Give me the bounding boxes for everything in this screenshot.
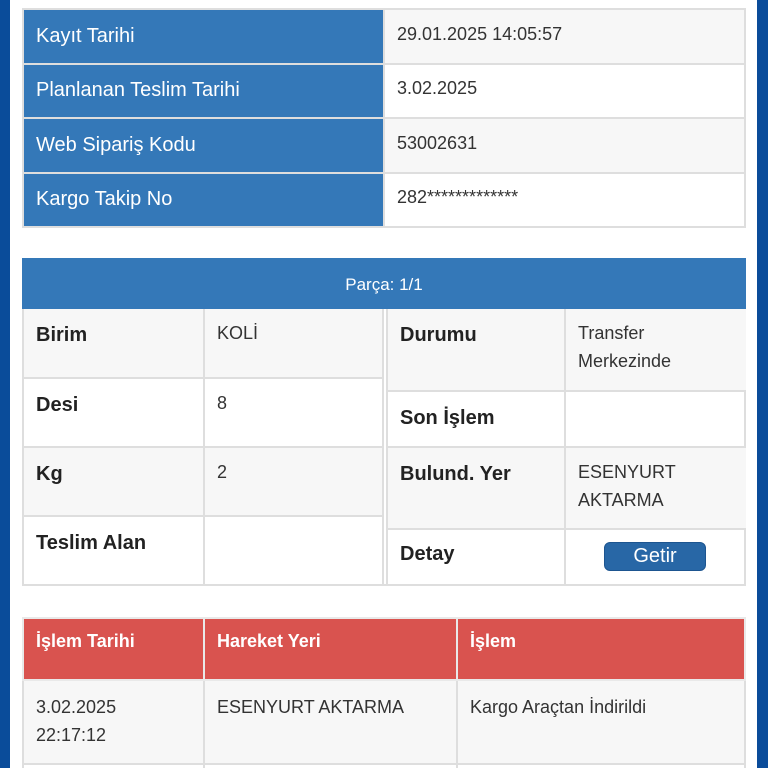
- col-hareket-yeri: Hareket Yeri: [204, 618, 457, 680]
- durumu-label: Durumu: [386, 309, 566, 392]
- history-date-cell: [23, 680, 204, 764]
- info-label: Kargo Takip No: [23, 173, 384, 228]
- col-islem-tarihi: İşlem Tarihi: [23, 618, 204, 680]
- history-header-row: [23, 618, 745, 680]
- info-row-kargo-takip-no: [23, 173, 745, 228]
- info-row-planlanan-teslim: [23, 64, 745, 119]
- parca-header: Parça: 1/1: [23, 259, 745, 310]
- col-islem: İşlem: [457, 618, 745, 680]
- kargo-takip-no-value: 282*************: [397, 187, 519, 208]
- web-siparis-kodu-value: 53002631: [397, 132, 478, 153]
- getir-button[interactable]: Getir: [604, 542, 706, 571]
- history-table: [22, 617, 746, 768]
- history-action: Kargo Araçtan İndirildi: [457, 680, 745, 764]
- teslim-alan-value: [205, 517, 384, 586]
- teslim-alan-label: Teslim Alan: [24, 517, 205, 586]
- kg-value: 2: [205, 448, 384, 517]
- info-value: [384, 173, 745, 228]
- son-islem-value: [566, 392, 746, 448]
- frame-right-border: [757, 0, 768, 768]
- desi-value: 8: [205, 379, 384, 448]
- info-label: Web Sipariş Kodu: [23, 118, 384, 173]
- history-cell: [457, 764, 745, 768]
- durumu-value: Transfer Merkezinde: [566, 309, 746, 392]
- birim-value: KOLİ: [205, 309, 384, 379]
- shipment-info-table: [22, 8, 746, 228]
- history-date: 3.02.2025: [36, 697, 117, 717]
- detay-label: Detay: [386, 530, 566, 586]
- info-row-web-siparis-kodu: [23, 118, 745, 173]
- info-label: Kayıt Tarihi: [23, 9, 384, 64]
- parca-header-table: [22, 258, 746, 311]
- history-cell: [23, 764, 204, 768]
- kayit-tarihi-value: 29.01.2025 14:05:57: [397, 23, 563, 44]
- kg-label: Kg: [24, 448, 205, 517]
- detay-value: [566, 530, 746, 586]
- son-islem-label: Son İşlem: [386, 392, 566, 448]
- history-row-next: [23, 764, 745, 768]
- info-value: [384, 64, 745, 119]
- info-value: [384, 9, 745, 64]
- parca-details-grid: [22, 309, 746, 586]
- frame-left-border: [0, 0, 10, 768]
- bulund-yer-value: ESENYURT AKTARMA: [566, 448, 746, 530]
- bulund-yer-label: Bulund. Yer: [386, 448, 566, 530]
- planlanan-teslim-value: 3.02.2025: [397, 78, 478, 99]
- info-row-kayit-tarihi: [23, 9, 745, 64]
- birim-label: Birim: [24, 309, 205, 379]
- history-time: 22:17:12: [36, 725, 107, 745]
- history-location: ESENYURT AKTARMA: [204, 680, 457, 764]
- info-value: [384, 118, 745, 173]
- history-cell: [204, 764, 457, 768]
- history-row: [23, 680, 745, 764]
- info-label: Planlanan Teslim Tarihi: [23, 64, 384, 119]
- desi-label: Desi: [24, 379, 205, 448]
